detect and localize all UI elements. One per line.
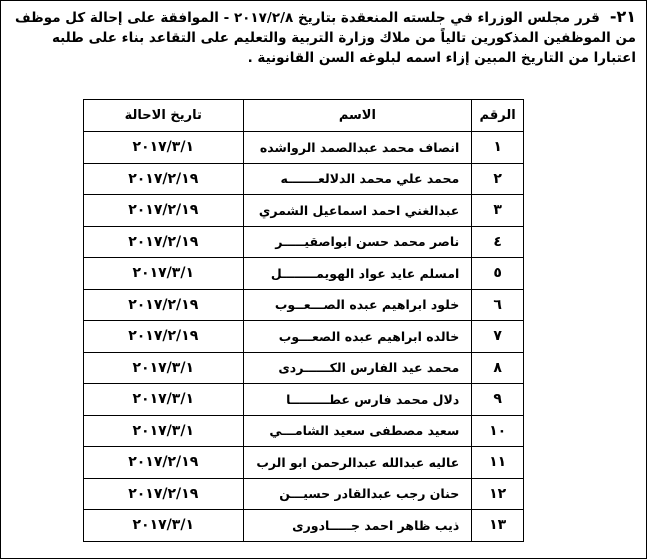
row-name: محمد عيد الفارس الكــــــردى [243, 352, 472, 384]
row-date: ٢٠١٧/٢/١٩ [84, 163, 244, 195]
row-date: ٢٠١٧/٢/١٩ [84, 226, 244, 258]
table-header-row [84, 100, 524, 132]
row-name: محمد علي محمد الدلالعـــــــه [243, 163, 472, 195]
row-date: ٢٠١٧/٣/١ [84, 415, 244, 447]
row-name: عاليه عبدالله عبدالرحمن ابو الرب [243, 447, 472, 479]
table-row [84, 384, 524, 416]
table-row [84, 478, 524, 510]
row-index: ٧ [472, 321, 524, 353]
table-row [84, 195, 524, 227]
decision-number: ٢١- [609, 7, 636, 26]
decision-line-1-text: قرر مجلس الوزراء في جلسته المنعقدة بتاريخ ٢٠١٧/٢/٨ - الموافقة على إحالة كل موظف [14, 10, 600, 26]
table-row [84, 289, 524, 321]
row-index: ١١ [472, 447, 524, 479]
retirees-table [83, 99, 524, 542]
row-name: خلود ابراهيم عبده الصـــعــوب [243, 289, 472, 321]
table-row [84, 132, 524, 164]
table-row [84, 321, 524, 353]
table-row [84, 258, 524, 290]
decision-text [9, 7, 636, 68]
row-index: ١٢ [472, 478, 524, 510]
header-index: الرقم [472, 100, 524, 132]
row-name: سعيد مصطفى سعيد الشامـــي [243, 415, 472, 447]
table-row [84, 163, 524, 195]
row-date: ٢٠١٧/٣/١ [84, 510, 244, 542]
row-index: ١ [472, 132, 524, 164]
row-name: خالده ابراهيم عبده الصعـــوب [243, 321, 472, 353]
row-date: ٢٠١٧/٢/١٩ [84, 289, 244, 321]
row-date: ٢٠١٧/٢/١٩ [84, 321, 244, 353]
row-name: عبدالغني احمد اسماعيل الشمري [243, 195, 472, 227]
row-index: ٩ [472, 384, 524, 416]
table-row [84, 447, 524, 479]
row-name: دلال محمد فارس عطـــــــــا [243, 384, 472, 416]
row-index: ٢ [472, 163, 524, 195]
row-name: ناصر محمد حسن ابواصقيـــــر [243, 226, 472, 258]
row-date: ٢٠١٧/٢/١٩ [84, 447, 244, 479]
row-index: ٣ [472, 195, 524, 227]
table-row [84, 226, 524, 258]
table-row [84, 415, 524, 447]
row-date: ٢٠١٧/٣/١ [84, 352, 244, 384]
decision-line-3: اعتبارا من التاريخ المبين إزاء اسمه لبلوغه السن القانونية . [247, 50, 636, 66]
row-date: ٢٠١٧/٣/١ [84, 258, 244, 290]
row-date: ٢٠١٧/٢/١٩ [84, 478, 244, 510]
decision-line-2: من الموظفين المذكورين تالياً من ملاك وزارة التربية والتعليم على التقاعد بناء على طلبه [51, 30, 636, 46]
row-name: ذيب ظاهر احمد جـــــادورى [243, 510, 472, 542]
row-date: ٢٠١٧/٣/١ [84, 384, 244, 416]
table-row [84, 510, 524, 542]
row-index: ٨ [472, 352, 524, 384]
row-name: انصاف محمد عبدالصمد الرواشده [243, 132, 472, 164]
row-index: ١٣ [472, 510, 524, 542]
header-date: تاريخ الاحالة [84, 100, 244, 132]
row-index: ٦ [472, 289, 524, 321]
header-name: الاسم [243, 100, 472, 132]
row-index: ٥ [472, 258, 524, 290]
row-index: ١٠ [472, 415, 524, 447]
row-name: حنان رجب عبدالقادر حسيـــن [243, 478, 472, 510]
row-name: امسلم عايد عواد الهويمــــــــل [243, 258, 472, 290]
row-date: ٢٠١٧/٢/١٩ [84, 195, 244, 227]
row-date: ٢٠١٧/٣/١ [84, 132, 244, 164]
row-index: ٤ [472, 226, 524, 258]
decision-line-1 [9, 7, 636, 28]
table-row [84, 352, 524, 384]
